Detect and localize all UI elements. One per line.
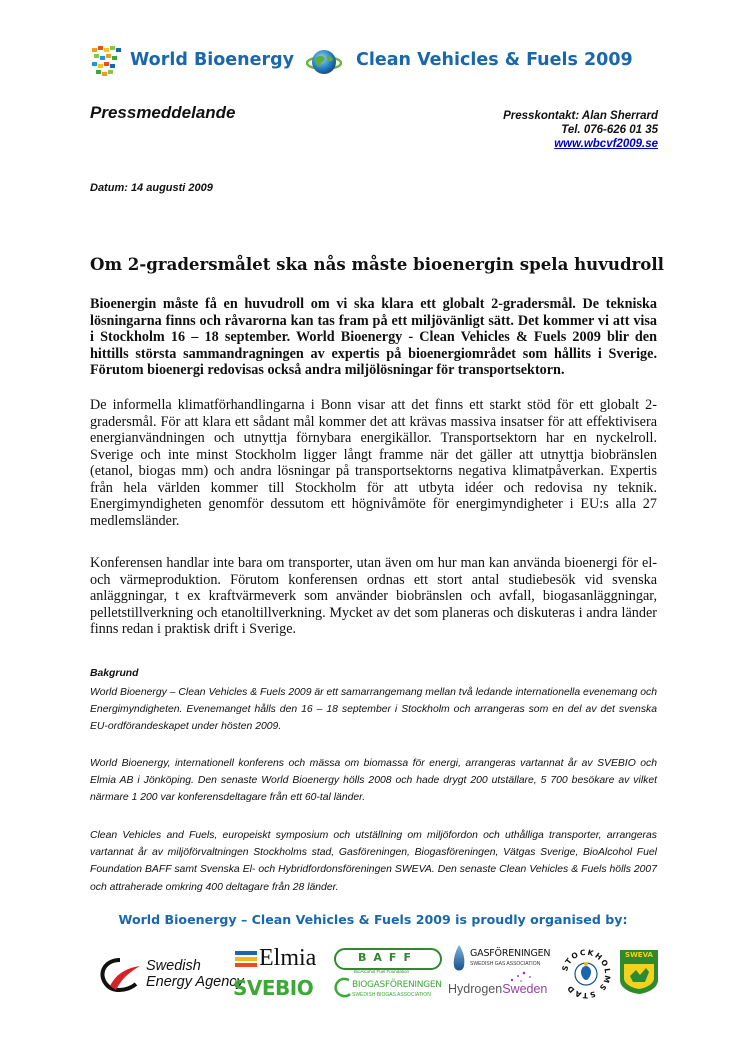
gas-hydrogen-logos <box>448 944 560 1004</box>
baff-logo <box>334 948 442 970</box>
sweva-shield-icon <box>620 960 658 994</box>
stockholm-crest-icon <box>560 948 612 1000</box>
contact-phone: Tel. 076-626 01 35 <box>561 124 658 136</box>
body-paragraph-2: Konferensen handlar inte bara om transporter, utan även om hur man kan använda bioenergi för el- och värmeproduktion. Förutom konferensen ordnas ett stort antal studiebesök vid svenska anläggningar, t ex kraftvärmeverk som använder biobränslen och avfall, biogasanläggningar, pelletstillverkning och etanoltillverkning. Mycket av det som planeras och diskuteras i andra länder finns redan i praktisk drift i Sverige. <box>90 555 657 637</box>
stockholm-ring-text: STOCKHOLMS STAD <box>560 948 612 1000</box>
headline: Om 2-gradersmålet ska nås måste bioenergin spela huvudroll <box>90 254 664 274</box>
press-release-title: Pressmeddelande <box>90 103 236 122</box>
sweva-logo <box>620 950 660 996</box>
date-line: Datum: 14 augusti 2009 <box>90 182 213 194</box>
sea-line-1: Swedish <box>146 958 201 974</box>
hydrogen-sweden-logo <box>448 982 547 996</box>
world-bioenergy-logo-icon <box>90 44 124 78</box>
background-paragraph-3: Clean Vehicles and Fuels, europeiskt symposium och utställning om miljöfordon och uthålliga transporter, arrangeras vartannat år av miljöförvaltningen Stockholms stad, Gasföreningen, Biogasföreningen, Vätgas Sverige, BioAlcohol Fuel Foundation BAFF samt Svenska El- och Hybridfordonsföreningen SWEVA. Den senaste Clean Vehicles & Fuels hölls 2007 och attraherade omkring 400 deltagare från 28 länder. <box>90 830 657 893</box>
lead-paragraph: Bioenergin måste få en huvudroll om vi ska klara ett globalt 2-gradersmål. De tekniska lösningarna finns och råvarorna kan tas fram på ett miljövänligt sätt. Det kommer vi att visa i Stockholm 16 – 18 september. World Bioenergy - Clean Vehicles & Fuels 2009 blir den hittills största sammandragningen av expertis på bioenergiområdet som hållits i Sverige. Förutom bioenergi redovisas också andra miljölösningar för transportsektorn. <box>90 296 657 378</box>
gas-name: GASFÖRENINGEN <box>470 948 551 959</box>
brand-clean-vehicles: Clean Vehicles & Fuels 2009 <box>356 50 633 70</box>
gas-flame-icon <box>452 944 466 974</box>
baff-subtitle: BioAlcohol Fuel Foundation <box>354 969 410 974</box>
stockholms-stad-logo <box>560 948 612 1000</box>
swedish-energy-agency-logo <box>96 954 244 998</box>
swedish-flag-icon <box>235 951 257 971</box>
energy-agency-swoosh-icon <box>96 956 144 996</box>
background-heading: Bakgrund <box>90 668 139 679</box>
elmia-svebio-logos <box>233 944 329 1004</box>
contact-person: Presskontakt: Alan Sherrard <box>503 110 658 122</box>
website-link[interactable]: www.wbcvf2009.se <box>554 138 658 150</box>
biogas-name: BIOGASFÖRENINGEN <box>352 980 442 990</box>
sweden-word: Sweden <box>502 982 548 996</box>
biogas-c-icon <box>334 976 352 998</box>
brand-world-bioenergy: World Bioenergy <box>130 50 295 70</box>
organised-by-heading: World Bioenergy – Clean Vehicles & Fuels 2009 is proudly organised by: <box>118 912 628 927</box>
hydrogen-dots-icon <box>508 968 536 984</box>
elmia-name: Elmia <box>259 945 317 971</box>
svebio-name: SVEBIO <box>233 976 314 1000</box>
background-paragraph-2: World Bioenergy, internationell konferens och mässa om biomassa för energi, arrangeras vartannat år av SVEBIO och Elmia AB i Jönköping. Den senaste World Bioenergy hölls 2008 och hade drygt 200 utställare, 5 700 besökare av vilket närmare 1 200 var konferensdeltagare från ett 60-tal länder. <box>90 758 657 804</box>
press-contact-block <box>503 109 658 151</box>
globe-icon <box>306 44 342 80</box>
gas-subtitle: SWEDISH GAS ASSOCIATION <box>470 961 541 967</box>
hydrogen-word: Hydrogen <box>448 982 503 996</box>
sweva-name: SWEVA <box>620 950 658 960</box>
sponsor-logos <box>96 944 662 1004</box>
background-paragraph-1: World Bioenergy – Clean Vehicles & Fuels 2009 är ett samarrangemang mellan två ledande internationella evenemang och Energimyndigheten. Evenemanget hålls den 16 – 18 september i Stockholm och arrangeras som en del av det svenska EU-ordförandeskapet under hösten 2009. <box>90 687 657 733</box>
biogas-subtitle: SWEDISH BIOGAS ASSOCIATION <box>352 992 431 998</box>
baff-biogas-logos <box>334 944 446 1004</box>
sea-line-2: Energy Agency <box>146 974 244 990</box>
baff-letters: BAFF <box>358 951 418 964</box>
header-banner <box>90 44 670 84</box>
body-paragraph-1: De informella klimatförhandlingarna i Bonn visar att det finns ett starkt stöd för ett globalt 2-gradersmål. För att klara ett sådant mål kommer det att krävas massiva insatser för att effektivisera energianvändningen och utnyttja förnybara energikällor. Transportsektorn har en nyckelroll. Sverige och inte minst Stockholm ligger långt framme när det gäller att utnyttja biobränslen (etanol, biogas mm) och andra lösningar på transportsektorns negativa klimatpåverkan. Expertis från hela världen kommer till Stockholm för att utbyta idéer och redovisa ny teknik. Energimyndigheten genomför dessutom ett högnivåmöte för energimyndigheter i EU:s alla 27 medlemsländer. <box>90 397 657 529</box>
